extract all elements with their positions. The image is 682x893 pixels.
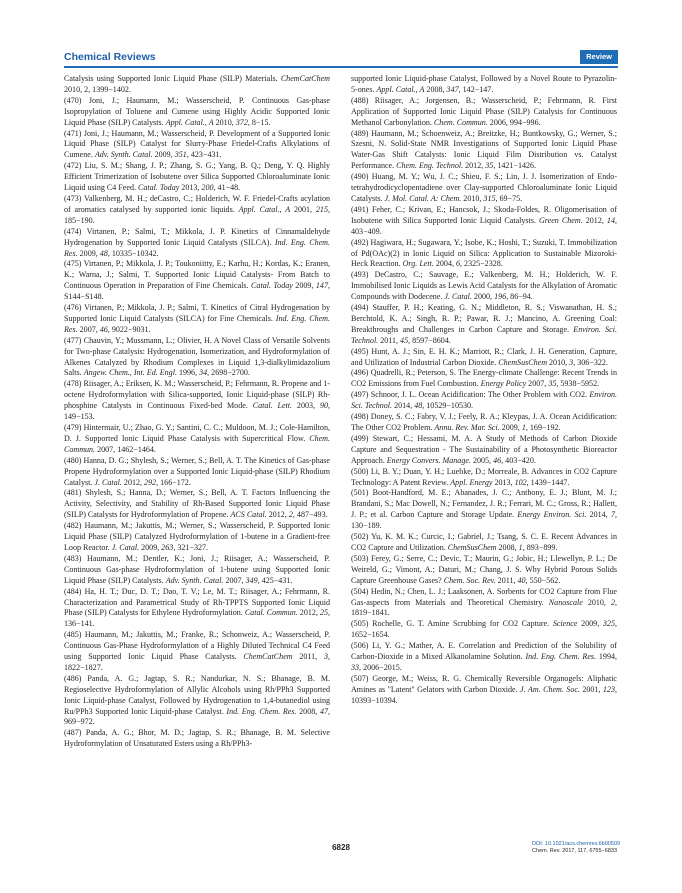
reference-text: 2008, [296,706,320,716]
reference-text: , 306−322. [573,357,608,367]
reference-text: (479) Hintermair, U.; Zhao, G. Y.; Santini, C. C.; Muldoon, M. J.; Cole-Hamilton, D. J. Supported Ionic Liquid Phase Catalysis with Supercritical Flow. [64,423,330,443]
reference-italic: 90 [319,401,328,411]
reference-text: 2009, [152,150,175,160]
reference-text: (504) Hedin, N.; Chen, L. J.; Laaksonen, A. Sorbents for CO2 Capture from Flue Gas-aspects from Materials and Theoretical Chemistry. [351,586,617,607]
reference-text: (492) Hagiwara, H.; Sugawara, Y.; Isobe, K.; Hoshi, T.; Suzuki, T. Immobilization of Pd(OAc)(2) in Ionic Liquid on Silica: Application to Sustainable Mizoroki-Heck Reaction. [351,237,617,269]
reference-italic: Science [552,619,578,629]
reference-italic: 347 [446,84,459,94]
footer-citation [532,841,620,855]
reference-text: 2009, [577,619,603,629]
reference-text: , S144−S148. [64,281,330,302]
reference-text: 2012, [297,608,320,618]
reference-italic: Chem. Commun. [64,433,330,454]
references-column-left [64,74,330,750]
reference-italic: 196 [494,292,507,302]
reference-entry [351,129,617,173]
reference-text: (494) Stauffer, P. H.; Keating, G. N.; Middleton, R. S.; Viswanathan, H. S.; Berchtold, K. A.; Singh, R. P.; Pawar, R. J.; Mancino, A. Greening Coal: Breakthroughs and Challenges in Carbon Capture and Storage. [351,303,617,334]
reference-text: (505) Rochelle, G. T. Amine Scrubbing for CO2 Capture. [351,619,553,629]
reference-italic: ChemSusChem [498,357,548,367]
reference-text: (473) Valkenberg, M. H.; deCastro, C.; Holderich, W. F. Friedel-Crafts acylation of aromatics catalysed by supported ionic liquids. [64,193,330,214]
reference-italic: Chem. Commun. [433,117,488,127]
reference-entry [64,630,330,674]
reference-italic: Angew. Chem., Int. Ed. Engl. [83,368,177,378]
reference-text: (493) DeCastro, C.; Sauvage, E.; Valkenberg, M. H.; Holderich, W. F. Immobilised Ionic Liquids as Lewis Acid Catalysts for the Alkylation of Aromatic Compounds with Dodecene. [351,270,617,302]
reference-text: (477) Chauvin, Y.; Mussmann, L.; Olivier, H. A Novel Class of Versatile Solvents for Two-phase Catalysis: Hydrogenation, Isomerization, and Hydroformylation of Alkenes Catalyzed by Rhodium Complexes in Liquid 1,3-dialkylimidazolium Salts. [64,335,330,378]
reference-italic: Appl. Energy [450,477,493,487]
reference-entry [64,194,330,227]
reference-entry [351,674,617,707]
reference-text: 2010, [547,357,570,367]
reference-entry [351,554,617,587]
reference-italic: Environ. Sci. Technol. [351,390,617,411]
reference-text: (495) Hunt, A. J.; Sin, E. H. K.; Marriott, R.; Clark, J. H. Generation, Capture, and Utilization of Industrial Carbon Dioxide. [351,346,617,367]
reference-text: (475) Virtanen, P.; Mikkola, J. P.; Toukoniitty, E.; Karhu, H.; Kordas, K.; Eranen, K.; Warna, J.; Salmi, T. Supported Ionic Liquid Catalysts- From Batch to Continuous Operation in Preparation of Fine Chemicals. [64,259,330,291]
reference-text: (503) Ferey, G.; Serre, C.; Devic, T.; Maurin, G.; Jobic, H.; Llewellyn, P. L.; De Weireld, G.; Vimont, A.; Daturi, M.; Chang, J. S. Why Hybrid Porous Solids Capture Greenhouse Gases? [351,553,617,585]
reference-text: (501) Boot-Handford, M. E.; Abanades, J. C.; Anthony, E. J.; Blunt, M. J.; Brandani, S.; Mac Dowell, N.; Fernandez, J. R.; Ferrari, M. C.; Gross, R.; Hallett, J. P.; et al. Carbon Capture and Storage Update. [351,488,617,520]
reference-text: supported Ionic Liquid-phase Catalyst, Followed by a Novel Route to Pyrazolin-5-ones. [351,74,617,94]
reference-italic: Green Chem. [539,215,583,225]
reference-italic: 6 [456,259,461,269]
reference-italic: Catal. Lett. [252,401,293,411]
reference-text: , 2698−2700. [207,368,250,378]
reference-entry [64,488,330,521]
reference-italic: Catal. Commun. [244,608,298,618]
reference-text: , 5938−5952. [556,379,600,389]
reference-italic: Appl. Catal., A [165,117,214,127]
reference-text: (482) Haumann, M.; Jakuttis, M.; Werner, S.; Wasserscheid, P. Supported Ionic Liquid Phase (SILP) Catalyzed Hydroformylation of 1-butene in a Gradient-free Loop Reactor. [64,521,330,552]
reference-entry [351,488,617,532]
reference-entry [351,587,617,620]
article-type-badge: Review [580,50,618,64]
reference-italic: ACS Catal. [230,510,267,520]
reference-text: (506) Li, Y. G.; Mather, A. E. Correlation and Prediction of the Solubility of Carbon-Dioxide in a Mixed Alkanolamine Solution. [351,641,617,662]
reference-italic: Ind. Eng. Chem. Res. [226,706,297,716]
reference-italic: 263 [161,542,174,552]
reference-text: (474) Virtanen, P.; Salmi, T.; Mikkola, J. P. Kinetics of Cinnamaldehyde Hydrogenation by Supported Ionic Liquid Catalysts (SILCA). [64,226,330,247]
reference-italic: Ind. Eng. Chem. Res. [64,237,331,258]
reference-entry [351,641,617,674]
reference-text: (502) Yu, K. M. K.; Curcic, I.; Gabriel, J.; Tsang, S. C. E. Recent Advances in CO2 Capture and Utilization. [351,532,617,552]
reference-entry [64,161,330,194]
reference-text: 2010, [213,117,236,127]
reference-italic: 123 [602,684,615,694]
reference-text: (499) Stewart, C.; Hessami, M. A. A Study of Methods of Carbon Dioxide Capture and Sequestration - The Sustainability of a Photosynthetic Bioreactor Approach. [351,433,617,465]
reference-entry [351,434,617,467]
reference-italic: Org. Lett. [402,259,434,269]
reference-text: 2008, [424,84,447,94]
reference-italic: 3 [569,357,574,367]
reference-entry [64,336,330,380]
reference-italic: J. Catal. [444,292,472,302]
reference-text: , 166−172. [156,477,191,487]
reference-italic: J. Mol. Catal. A: Chem. [384,193,462,203]
reference-entry [64,728,330,750]
reference-text: , 403−409. [351,215,617,236]
reference-italic: Catal. Today [138,183,180,193]
reference-italic: 147 [315,281,328,291]
reference-text: , 1439−1447. [526,477,570,487]
reference-text: 2010, 2, 1399−1402. [64,84,131,94]
reference-text: 2000, [471,292,495,302]
page-number: 6828 [332,843,350,852]
reference-text: 2001, [290,204,316,214]
reference-text: , 136−141. [64,608,330,629]
reference-italic: Nanoscale [548,597,583,607]
reference-text: 2012, [121,477,145,487]
reference-italic: 35 [485,161,494,171]
reference-italic: 315 [483,193,496,203]
reference-text: , 403−420. [501,455,536,465]
reference-italic: 45 [400,335,409,345]
reference-text: (471) Joni, J.; Haumann, M.; Wasserscheid, P. Development of a Supported Ionic Liquid Phase (SILP) Catalyst for Slurry-Phase Friedel-Crafts Alkylations of Cumene. [64,128,330,160]
reference-entry [351,467,617,489]
reference-italic: Appl. Catal., A [238,204,291,214]
reference-text: , 1819−1841. [351,597,617,618]
reference-italic: 325 [602,619,615,629]
reference-entry [64,227,330,260]
reference-text: 2011, [495,575,518,585]
reference-italic: 14 [606,215,615,225]
reference-italic: Ind. Eng. Chem. Res. [64,313,330,334]
reference-text: 2005, [470,455,494,465]
journal-citation: Chem. Rev. 2017, 117, 6755−6833 [532,848,618,854]
reference-italic: ChemCatChem [280,74,330,83]
reference-text: , 423−431. [186,150,222,160]
reference-entry [351,172,617,205]
reference-entry [351,619,617,641]
reference-italic: 46 [493,455,502,465]
reference-entry [64,456,330,489]
reference-italic: J. Catal. [94,477,122,487]
reference-text: (486) Panda, A. G.; Jagtap, S. R.; Nandurkar, N. S.; Bhanage, B. M. Regioselective Hydroformylation of Allylic Alcohols using Rh/PPh3 Supported Ionic Liquid-phase Catalyst, Followed by Hydrogenation to 1,4-butanediol using Ru/PPh3 Supported Ionic Liquid-phase Catalyst. [64,673,330,716]
reference-italic: Annu. Rev. Mar. Sci. [434,423,500,432]
reference-italic: Environ. Sci. Technol. [351,324,617,345]
reference-text: 2006, 994−996. [487,117,541,127]
reference-entry [64,303,330,336]
reference-text: , 169−192. [525,423,561,432]
reference-text: 2013, [179,183,202,193]
reference-italic: 1 [521,423,526,432]
reference-text: , 1822−1827. [64,652,330,672]
reference-entry [64,74,330,96]
reference-italic: 200 [201,183,214,193]
reference-text: , 8597−8604. [408,335,451,345]
reference-text: , 2325−2328. [460,259,503,269]
reference-text: (491) Feher, C.; Krivan, E.; Hancsok, J.; Skoda-Foldes, R. Oligomerisation of Isobutene with Silica Supported Ionic Liquid Catalysts. [351,204,617,225]
reference-italic: 2 [610,597,615,607]
reference-entry [351,390,617,412]
reference-italic: J. Catal. [111,542,140,552]
reference-italic: 102 [514,477,527,487]
reference-entry [351,205,617,238]
reference-entry [351,412,617,434]
reference-text: , 185−190. [64,204,330,225]
reference-italic: 351 [174,150,187,160]
reference-italic: 25 [319,608,328,618]
reference-text: , 969−972. [64,706,330,727]
reference-entry [351,270,617,303]
reference-text: Catalysis using Supported Ionic Liquid Phase (SILP) Materials. [64,74,281,83]
reference-text: (500) Li, B. Y.; Duan, Y. H.; Luebke, D.; Morreale, B. Advances in CO2 Capture Technology: A Patent Review. [351,466,617,487]
reference-entry [351,303,617,347]
reference-entry [64,96,330,129]
reference-italic: 2 [288,510,293,520]
reference-text: 2007, [526,379,549,389]
reference-entry [351,347,617,369]
reference-text: 2003, [292,401,320,411]
reference-italic: 34 [199,368,208,378]
reference-entry [351,238,617,271]
reference-italic: 7 [610,510,615,520]
reference-text: , 10393−10394. [351,684,617,705]
reference-text: , 2006−2015. [359,662,402,672]
header-rule [64,66,618,68]
reference-entry [64,379,330,423]
reference-text: 2008, [496,542,519,552]
reference-text: (483) Haumann, M.; Dentler, K.; Joni, J.; Riisager, A.; Wasserscheid, P. Continuous Gas-phase Hydroformylation of 1-butene using Supported Ionic Liquid Phase (SILP) Catalysts. [64,553,330,585]
reference-text: (480) Hanna, D. G.; Shylesh, S.; Werner, S.; Bell, A. T. The Kinetics of Gas-phase Propene Hydroformylation over a Supported Ionic Liquid-phase (SILP) Rhodium Catalyst. [64,455,330,487]
reference-entry [64,259,330,303]
reference-text: , 1652−1654. [351,619,617,640]
reference-text: 2009, [139,542,162,552]
reference-italic: 47 [319,706,328,716]
reference-text: , 9022−9031. [107,324,151,334]
reference-italic: 48 [99,248,108,258]
reference-text: , 550−562. [525,575,561,585]
reference-text: , 86−94. [506,292,533,302]
reference-italic: 3 [323,652,328,662]
reference-text: , 425−431. [257,575,293,585]
reference-text: 2013, [492,477,515,487]
reference-text: , 321−327. [173,542,209,552]
reference-entry [351,368,617,390]
reference-entry [64,521,330,554]
reference-text: 2014, [586,510,611,520]
reference-text: 2009, [499,423,522,432]
reference-text: (485) Haumann, M.; Jakuttis, M.; Franke, R.; Schonweiz, A.; Wasserscheid, P. Continuous Gas-Phase Hydroformylation of a Highly Diluted Technical C4 Feed using Supported Ionic Liquid Phase Catalysts. [64,630,330,662]
reference-text: (481) Shylesh, S.; Hanna, D.; Werner, S.; Bell, A. T. Factors Influencing the Activity, Selectivity, and Stability of Rh-Based Supported Ionic Liquid Phase (SILP) Catalysts for Hydroformylation of Propene. [64,488,330,520]
page-header [64,50,618,66]
reference-text: , 10335−10342. [107,248,159,258]
reference-text: , 69−75. [495,193,523,203]
reference-entry [64,423,330,456]
reference-italic: Energy Convers. Manage. [386,455,471,465]
reference-text: (488) Riisager, A.; Jorgensen, B.; Wasserscheid, P.; Fehrmann, R. First Application of Supported Ionic Liquid Phase (SILP) Catalysis for Continuous Methanol Carbonylation. [351,95,617,127]
reference-text: (476) Virtanen, P.; Mikkola, J. P.; Salmi, T. Kinetics of Citral Hydrogenation by Supported Ionic Liquid Catalysts (SILCA) for Fine Chemicals. [64,303,330,323]
reference-entry [351,74,617,96]
reference-text: (498) Doney, S. C.; Fabry, V. J.; Feely, R. A.; Kleypas, J. A. Ocean Acidification: The Other CO2 Problem. [351,412,617,432]
reference-italic: Chem. Eng. Technol. [396,161,464,171]
journal-name: Chemical Reviews [64,51,156,63]
reference-text: 2012, [463,161,486,171]
reference-italic: Chem. Soc. Rev. [443,575,496,585]
reference-text: (497) Schnoor, J. L. Ocean Acidification: The Other Problem with CO2. [351,390,590,400]
reference-italic: Energy Environ. Sci. [517,510,587,520]
reference-italic: Ind. Eng. Chem. Res. [525,652,597,662]
reference-entry [351,532,617,554]
reference-text: (490) Huang, M. Y.; Wu, J. C.; Shieu, F. S.; Lin, J. J. Isomerization of Endo-tetrahydrodicyclopentadiene over Clay-supported Chloroaluminate Ionic Liquid Catalysts. [351,172,617,203]
reference-text: 2007, [77,324,100,334]
reference-text: 2009, [292,281,316,291]
reference-italic: 292 [144,477,157,487]
reference-text: 2010, [582,597,611,607]
reference-entry [64,674,330,729]
reference-entry [64,554,330,587]
reference-italic: ChemCatChem [243,652,293,662]
reference-text: (470) Joni, J.; Haumann, M.; Wasserscheid, P. Continuous Gas-phase Isopropylation of Toluene and Cumene using Highly Acidic Supported Ionic Liquid Phase (SILP) Catalysts. [64,95,330,127]
reference-text: 1994, [596,652,618,662]
reference-entry [351,96,617,129]
reference-italic: Appl. Catal., A [376,84,425,94]
reference-text: (496) Quadrelli, R.; Peterson, S. The Energy-climate Challenge: Recent Trends in CO2 Emissions from Fuel Combustion. [351,368,617,389]
reference-italic: J. Am. Chem. Soc. [520,684,580,694]
reference-text: , 130−189. [351,510,617,531]
reference-text: 2012, [266,510,289,520]
reference-italic: Energy Policy [480,379,527,389]
reference-text: 2012, [582,215,607,225]
reference-text: 2011, [378,335,401,345]
reference-italic: 46 [99,324,108,334]
reference-text: , 1421−1426. [493,161,537,171]
reference-text: 2007, 1462−1464. [95,444,156,454]
reference-text: , 893−899. [522,542,558,552]
doi-link[interactable]: DOI: 10.1021/acs.chemrev.6b00509 [532,841,620,847]
reference-italic: 349 [245,575,258,585]
reference-text: 2010, [461,193,484,203]
reference-italic: Adv. Synth. Catal. [94,150,153,160]
reference-italic: Catal. Today [251,281,293,291]
reference-entry [64,587,330,631]
reference-text: 2014, [392,401,415,411]
reference-italic: ChemSusChem [447,542,497,552]
reference-text: 2007, [223,575,246,585]
reference-italic: 48 [414,401,423,411]
reference-text: (489) Haumann, M.; Schoenweiz, A.; Breitzke, H.; Buntkowsky, G.; Werner, S.; Szesni, N. Solid-State NMR Investigations of Supported Ionic Liquid Phase Water-Gas Shift Catalysts: Ionic Liquid Film Distribution vs. Catalyst Performance. [351,128,617,171]
reference-entry [64,129,330,162]
reference-text: , 41−48. [213,183,241,193]
reference-text: 2009, [77,248,100,258]
reference-text: 2001, [579,684,603,694]
reference-text: (478) Riisager, A.; Eriksen, K. M.; Wasserscheid, P.; Fehrmann, R. Propene and 1-octene Hydroformylation with Silica-supported, Ionic Liquid-phase (SILP) Rh-phosphine Catalysts in Continuous Fixed-bed Mode. [64,379,330,411]
reference-italic: 372 [235,117,248,127]
reference-italic: 40 [517,575,526,585]
reference-text: , 149−153. [64,401,330,422]
reference-text: , 8−15. [247,117,271,127]
reference-text: , 142−147. [458,84,494,94]
reference-italic: 33 [351,662,360,672]
reference-text: 2004, [433,259,456,269]
reference-text: (472) Liu, S. M.; Shang, J. P.; Zhang, S. G.; Yang, B. Q.; Deng, Y. Q. Highly Efficient Trimerization of Isobutene over Silica Supported Chloroaluminate Ionic Liquid using C4 Feed. [64,161,330,193]
reference-text: 1996, [176,368,200,378]
reference-text: (484) Ha, H. T.; Duc, D. T.; Dao, T. V.; Le, M. T.; Riisager, A.; Fehrmann, R. Characterization and Parametrical Study of Rh-TPPTS Supported Ionic Liquid Phase (SILP) Catalysts for Ethylene Hydroformylation. [64,586,330,618]
reference-text: , 10529−10530. [422,401,474,411]
reference-text: 2011, [292,652,324,662]
reference-italic: 1 [518,542,523,552]
reference-text: (507) George, M.; Weiss, R. G. Chemically Reversible Organogels: Aliphatic Amines as "Latent" Gelators with Carbon Dioxide. [351,673,617,694]
reference-text: , 487−493. [292,510,328,520]
reference-text: (487) Panda, A. G.; Bhor, M. D.; Jagtap, S. R.; Bhanage, B. M. Selective Hydroformylation of Unsaturated Esters using a Rh/PPh3- [64,728,330,749]
reference-italic: 35 [548,379,557,389]
reference-italic: 215 [315,204,328,214]
references-column-right [351,74,617,707]
reference-italic: Adv. Synth. Catal. [165,575,224,585]
